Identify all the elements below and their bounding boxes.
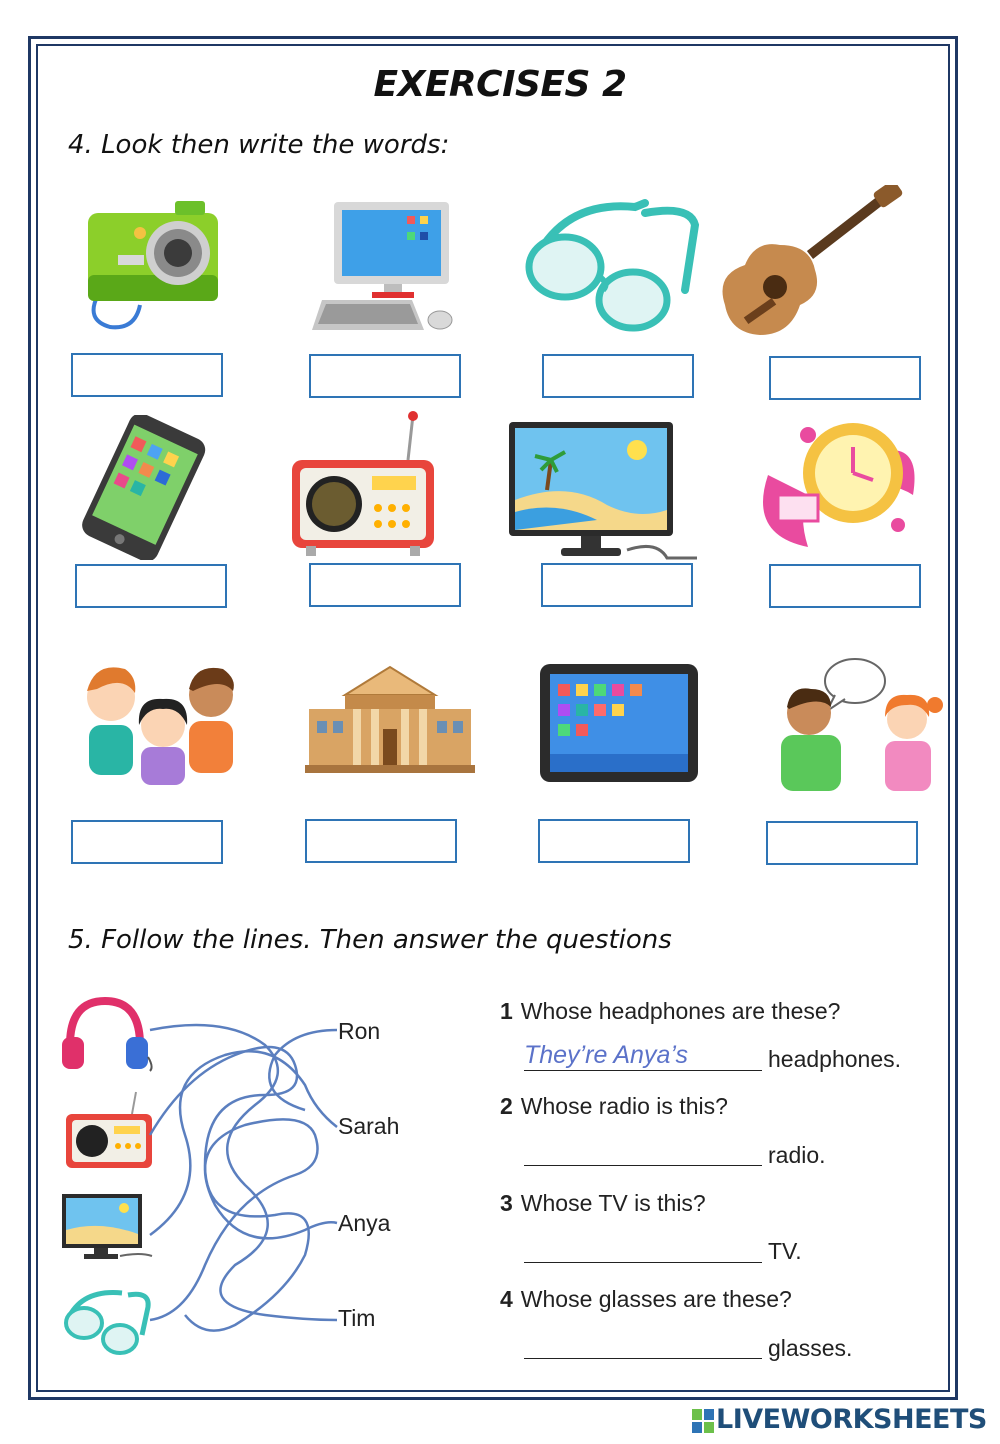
answer-4-suffix: glasses. <box>768 1335 853 1361</box>
answer-line-4[interactable] <box>524 1328 762 1359</box>
radio-icon <box>288 410 438 560</box>
tablet-icon <box>538 662 700 784</box>
maze-radio-icon <box>62 1090 157 1172</box>
answer-box-3[interactable] <box>542 354 694 398</box>
answer-box-9[interactable] <box>71 820 223 864</box>
headphones-icon <box>60 995 155 1075</box>
question-4: 4 Whose glasses are these? <box>500 1286 792 1312</box>
answer-box-1[interactable] <box>71 353 223 397</box>
answer-input-12[interactable] <box>768 823 920 865</box>
exercise5-instruction: 5. Follow the lines. Then answer the questions <box>68 925 672 955</box>
answer-box-8[interactable] <box>769 564 921 608</box>
question-1: 1 Whose headphones are these? <box>500 998 841 1024</box>
answer-line-1[interactable] <box>524 1040 762 1071</box>
answer-box-2[interactable] <box>309 354 461 398</box>
answer-input-9[interactable] <box>73 822 225 864</box>
liveworksheets-logo-icon <box>692 1409 714 1433</box>
children-icon <box>75 655 245 785</box>
tv-icon <box>507 420 699 562</box>
answer-box-5[interactable] <box>75 564 227 608</box>
page-title: EXERCISES 2 <box>373 64 627 105</box>
talking-kids-icon <box>775 655 945 795</box>
maze-lines <box>145 1015 340 1345</box>
maze-name-anya: Anya <box>338 1210 391 1236</box>
maze-tv-icon <box>60 1190 155 1265</box>
answer-box-11[interactable] <box>538 819 690 863</box>
answer-line-3[interactable] <box>524 1232 762 1263</box>
maze-name-tim: Tim <box>338 1305 376 1331</box>
exercise4-instruction: 4. Look then write the words: <box>68 130 450 160</box>
answer-box-4[interactable] <box>769 356 921 400</box>
answer-input-2[interactable] <box>311 356 463 398</box>
phone-icon <box>75 415 215 560</box>
answer-input-8[interactable] <box>771 566 923 608</box>
watch-icon <box>748 415 923 550</box>
question-2: 2 Whose radio is this? <box>500 1093 728 1119</box>
answer-box-7[interactable] <box>541 563 693 607</box>
answer-input-4[interactable] <box>771 358 923 400</box>
answer-3-suffix: TV. <box>768 1238 802 1264</box>
answer-input-6[interactable] <box>311 565 463 607</box>
answer-box-10[interactable] <box>305 819 457 863</box>
answer-box-6[interactable] <box>309 563 461 607</box>
answer-1-text: They’re Anya’s <box>524 1041 688 1069</box>
glasses-icon <box>525 195 705 335</box>
maze-name-sarah: Sarah <box>338 1113 400 1139</box>
answer-input-11[interactable] <box>540 821 692 863</box>
computer-icon <box>312 200 462 340</box>
answer-1-suffix: headphones. <box>768 1046 902 1072</box>
museum-icon <box>305 665 475 775</box>
maze-glasses-icon <box>62 1285 157 1360</box>
camera-icon <box>80 195 225 335</box>
answer-box-12[interactable] <box>766 821 918 865</box>
answer-input-7[interactable] <box>543 565 695 607</box>
answer-line-2[interactable] <box>524 1135 762 1166</box>
answer-input-10[interactable] <box>307 821 459 863</box>
answer-input-1[interactable] <box>73 355 225 397</box>
answer-input-3[interactable] <box>544 356 696 398</box>
question-3: 3 Whose TV is this? <box>500 1190 706 1216</box>
answer-input-5[interactable] <box>77 566 229 608</box>
answer-2-suffix: radio. <box>768 1142 826 1168</box>
brand-wordmark: LIVEWORKSHEETS <box>716 1404 987 1435</box>
maze-name-ron: Ron <box>338 1018 381 1044</box>
guitar-icon <box>715 185 905 345</box>
